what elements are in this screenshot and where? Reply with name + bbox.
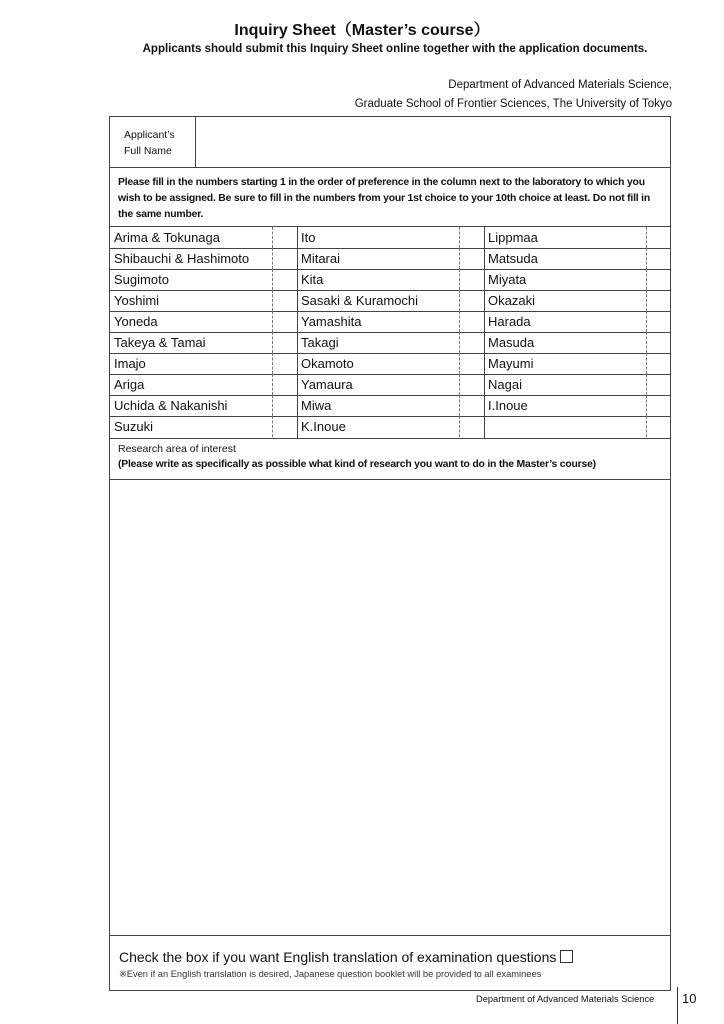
column-divider [297, 227, 298, 438]
preference-number-cell[interactable] [272, 248, 297, 269]
preference-number-cell[interactable] [272, 227, 297, 248]
lab-row [110, 227, 670, 249]
research-area-field[interactable] [110, 479, 670, 936]
lab-name: Yoshimi [114, 293, 160, 308]
preference-number-cell[interactable] [459, 227, 484, 248]
preference-number-cell[interactable] [459, 395, 484, 416]
applicant-name-row [110, 117, 670, 168]
page-title: Inquiry Sheet（Master’s course） [234, 22, 490, 39]
lab-name: Matsuda [488, 251, 538, 266]
department-line-2: Graduate School of Frontier Sciences, The University of Tokyo [354, 98, 672, 110]
lab-name: Takeya & Tamai [114, 335, 206, 350]
page-subtitle: Applicants should submit this Inquiry Sheet online together with the application documents. [142, 43, 648, 55]
department-block [355, 76, 672, 114]
lab-name: Suzuki [114, 419, 154, 434]
lab-name: K.Inoue [301, 419, 346, 434]
applicant-label-line-1: Applicant’s [124, 129, 175, 141]
preference-number-cell[interactable] [459, 332, 484, 353]
lab-name: Mayumi [488, 356, 534, 371]
page-number: 10 [682, 991, 697, 1006]
inquiry-form [109, 116, 671, 991]
lab-name: Miyata [488, 272, 527, 287]
lab-row [110, 269, 670, 291]
translation-option [119, 949, 573, 965]
lab-row [110, 374, 670, 396]
preference-number-cell[interactable] [646, 395, 671, 416]
preference-number-cell[interactable] [459, 416, 484, 437]
preference-number-cell[interactable] [646, 248, 671, 269]
lab-row [110, 248, 670, 270]
preference-number-cell[interactable] [272, 416, 297, 437]
lab-name: Lippmaa [488, 230, 538, 245]
preference-number-cell[interactable] [459, 248, 484, 269]
footer-department: Department of Advanced Materials Science [476, 994, 655, 1004]
lab-name: Shibauchi & Hashimoto [114, 251, 250, 266]
lab-row [110, 332, 670, 354]
lab-name [484, 416, 646, 437]
lab-name: Okamoto [301, 356, 354, 371]
preference-number-cell[interactable] [272, 353, 297, 374]
preference-number-cell[interactable] [272, 395, 297, 416]
lab-name: Miwa [301, 398, 332, 413]
translation-checkbox[interactable] [560, 950, 573, 963]
research-area-note: (Please write as specifically as possible what kind of research you want to do in the Master’s course) [118, 459, 596, 470]
preference-number-cell[interactable] [272, 290, 297, 311]
preference-number-cell[interactable] [646, 290, 671, 311]
preference-number-cell[interactable] [459, 311, 484, 332]
lab-name: Yamashita [301, 314, 362, 329]
applicant-name-field[interactable] [196, 117, 670, 167]
lab-name: I.Inoue [488, 398, 528, 413]
lab-name: Sasaki & Kuramochi [301, 293, 419, 308]
lab-name: Yamaura [301, 377, 353, 392]
translation-label: Check the box if you want English translation of examination questions [119, 949, 557, 965]
lab-row [110, 353, 670, 375]
lab-preference-table [110, 226, 670, 439]
lab-name: Uchida & Nakanishi [114, 398, 228, 413]
preference-number-cell[interactable] [646, 353, 671, 374]
preference-number-cell[interactable] [646, 374, 671, 395]
lab-name: Nagai [488, 377, 522, 392]
preference-number-cell[interactable] [646, 416, 671, 437]
lab-name: Mitarai [301, 251, 341, 266]
lab-name: Yoneda [114, 314, 158, 329]
lab-name: Ito [301, 230, 316, 245]
research-area-label: Research area of interest [118, 443, 236, 455]
lab-row [110, 416, 670, 437]
preference-number-cell[interactable] [646, 311, 671, 332]
preference-number-cell[interactable] [646, 269, 671, 290]
preference-number-cell[interactable] [459, 290, 484, 311]
applicant-label-line-2: Full Name [124, 145, 172, 157]
department-line-1: Department of Advanced Materials Science, [448, 79, 672, 91]
lab-row [110, 311, 670, 333]
preference-number-cell[interactable] [272, 332, 297, 353]
lab-name: Masuda [488, 335, 535, 350]
lab-name: Kita [301, 272, 324, 287]
applicant-name-label [110, 117, 196, 167]
lab-name: Imajo [114, 356, 146, 371]
lab-name: Takagi [301, 335, 339, 350]
lab-preference-instructions: Please fill in the numbers starting 1 in the order of preference in the column next to the laboratory to which you wish to be assigned. Be sure to fill in the numbers from your 1st choice to your 10th choice at least. Do not fill in the same number. [118, 177, 651, 220]
preference-number-cell[interactable] [459, 269, 484, 290]
preference-number-cell[interactable] [272, 311, 297, 332]
lab-name: Ariga [114, 377, 145, 392]
column-divider [484, 227, 485, 438]
preference-number-cell[interactable] [459, 353, 484, 374]
preference-number-cell[interactable] [459, 374, 484, 395]
translation-note: ※Even if an English translation is desired, Japanese question booklet will be provided to all examinees [119, 969, 542, 979]
lab-name: Okazaki [488, 293, 535, 308]
page-number-divider [677, 987, 678, 1024]
preference-number-cell[interactable] [646, 227, 671, 248]
lab-name: Harada [488, 314, 531, 329]
lab-row [110, 290, 670, 312]
preference-number-cell[interactable] [646, 332, 671, 353]
research-area-header [110, 437, 670, 480]
lab-name: Arima & Tokunaga [114, 230, 220, 245]
lab-name: Sugimoto [114, 272, 169, 287]
lab-row [110, 395, 670, 417]
preference-number-cell[interactable] [272, 269, 297, 290]
preference-number-cell[interactable] [272, 374, 297, 395]
